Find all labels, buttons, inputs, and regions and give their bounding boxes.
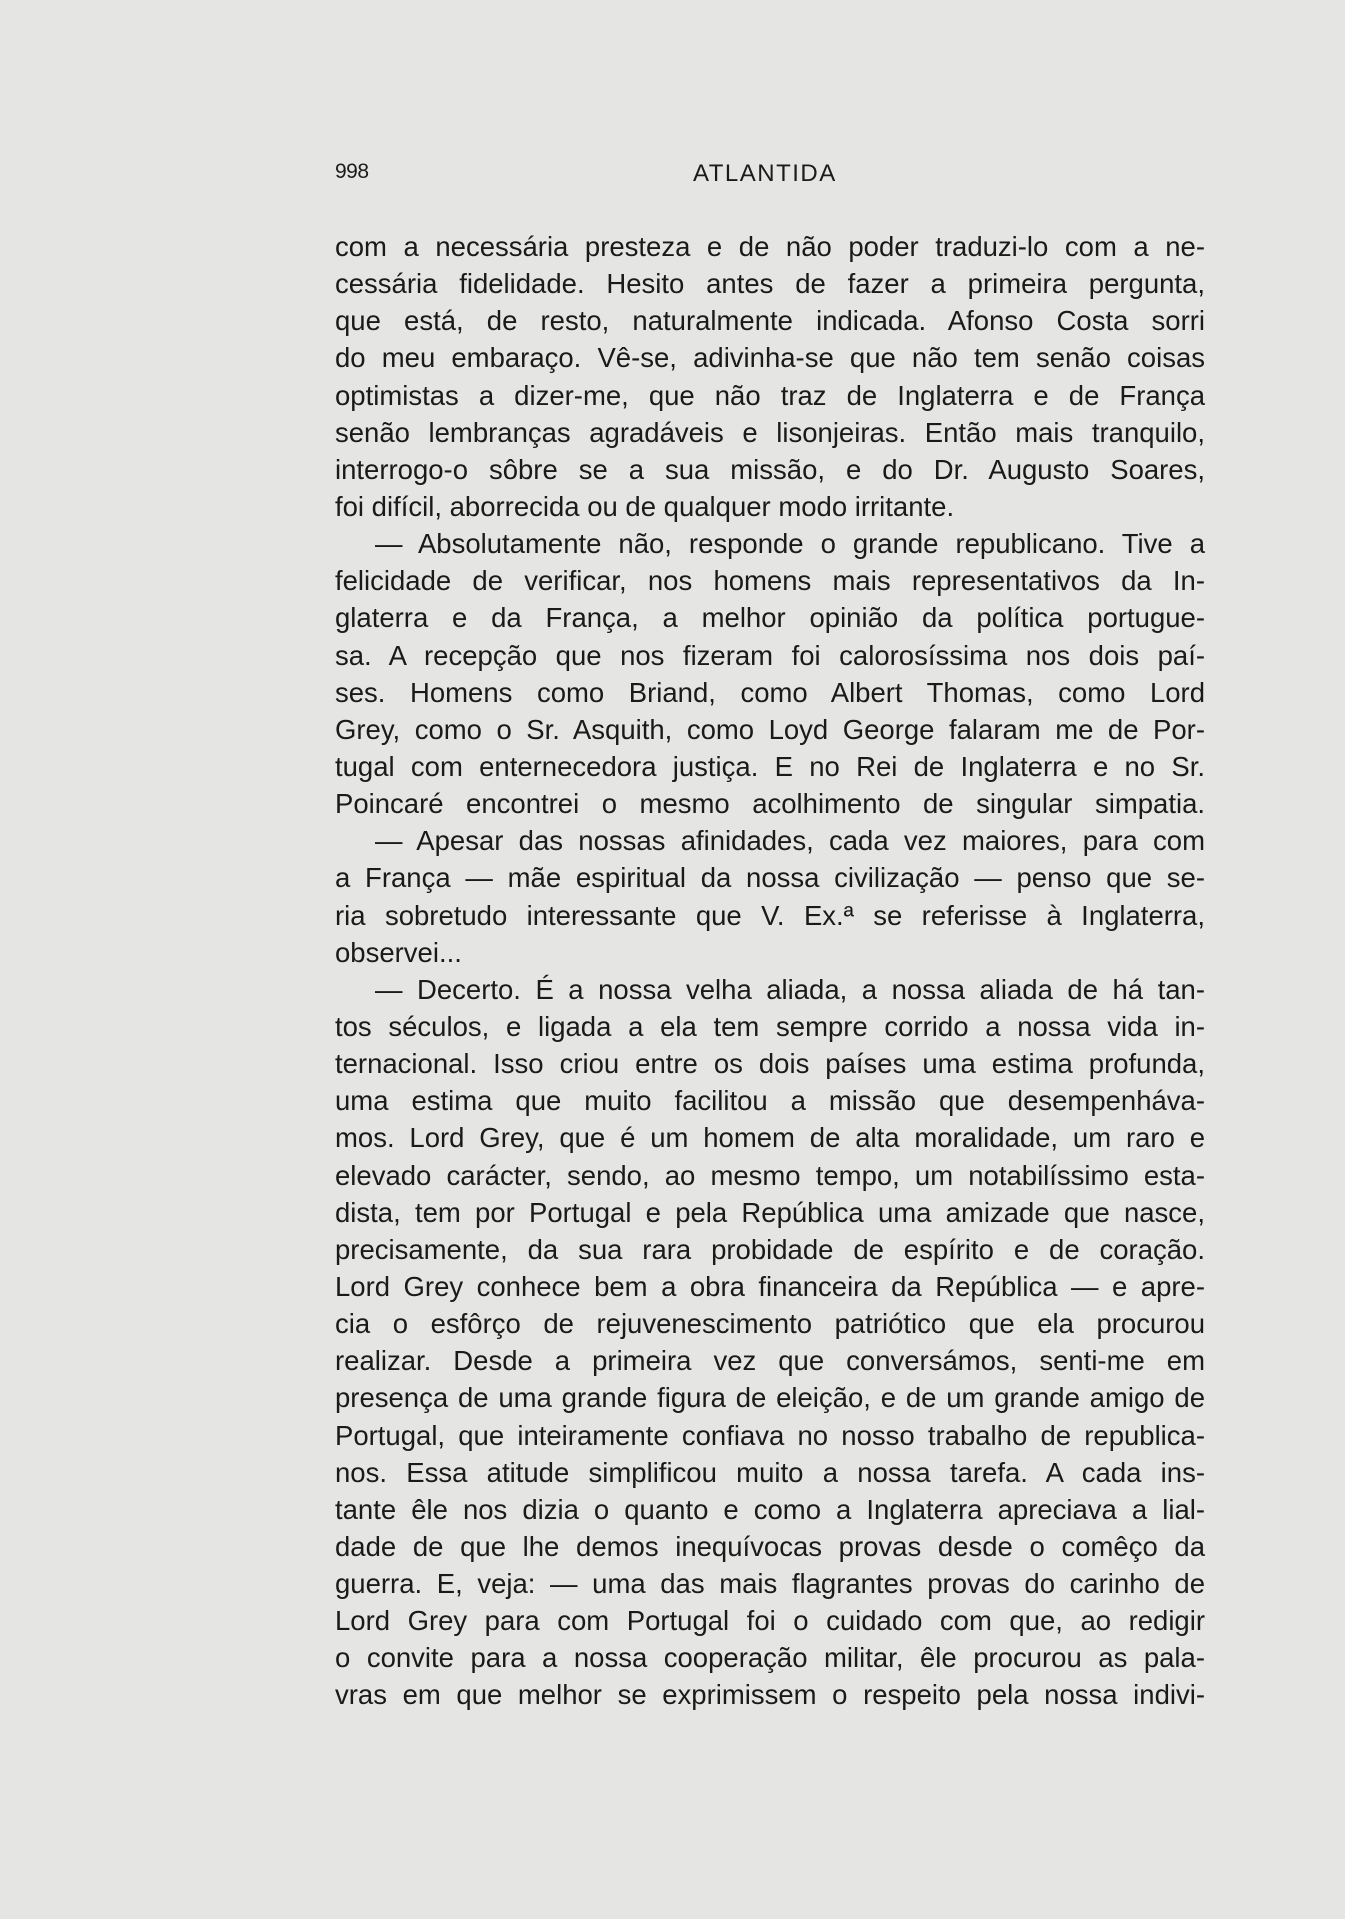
page-number: 998 bbox=[335, 160, 369, 183]
text-line: Portugal, que inteiramente confiava no nosso trabalho de republica- bbox=[335, 1419, 1205, 1451]
body-text bbox=[335, 228, 1205, 1714]
text-line: tos séculos, e ligada a ela tem sempre corrido a nossa vida in- bbox=[335, 1010, 1205, 1042]
text-line: cia o esfôrço de rejuvenescimento patriótico que ela procurou bbox=[335, 1308, 1205, 1340]
text-line: — Apesar das nossas afinidades, cada vez maiores, para com bbox=[375, 825, 1205, 857]
text-line: uma estima que muito facilitou a missão que desempenháva- bbox=[335, 1085, 1205, 1117]
text-line: ternacional. Isso criou entre os dois países uma estima profunda, bbox=[335, 1048, 1205, 1080]
text-line: que está, de resto, naturalmente indicada. Afonso Costa sorri bbox=[335, 305, 1205, 337]
text-line: Lord Grey para com Portugal foi o cuidado com que, ao redigir bbox=[335, 1605, 1205, 1637]
text-line: ses. Homens como Briand, como Albert Thomas, como Lord bbox=[335, 676, 1205, 708]
text-line: Poincaré encontrei o mesmo acolhimento de singular simpatia. bbox=[335, 788, 1205, 820]
text-line: — Decerto. É a nossa velha aliada, a nossa aliada de há tan- bbox=[375, 973, 1205, 1005]
text-line: mos. Lord Grey, que é um homem de alta moralidade, um raro e bbox=[335, 1122, 1205, 1154]
text-line: vras em que melhor se exprimissem o respeito pela nossa indivi- bbox=[335, 1679, 1205, 1711]
text-line: senão lembranças agradáveis e lisonjeiras. Então mais tranquilo, bbox=[335, 416, 1205, 448]
text-line: glaterra e da França, a melhor opinião da política portugue- bbox=[335, 602, 1205, 634]
text-line: com a necessária presteza e de não poder traduzi-lo com a ne- bbox=[335, 231, 1205, 262]
text-line: sa. A recepção que nos fizeram foi calorosíssima nos dois paí- bbox=[335, 639, 1205, 671]
text-line: ria sobretudo interessante que V. Ex.ª se referisse à Inglaterra, bbox=[335, 899, 1205, 931]
text-line: dade de que lhe demos inequívocas provas desde o comêço da bbox=[335, 1530, 1205, 1562]
text-line: felicidade de verificar, nos homens mais representativos da In- bbox=[335, 565, 1205, 597]
text-line: — Absolutamente não, responde o grande republicano. Tive a bbox=[375, 528, 1205, 560]
text-line: interrogo-o sôbre se a sua missão, e do Dr. Augusto Soares, bbox=[335, 453, 1205, 485]
text-line: do meu embaraço. Vê-se, adivinha-se que não tem senão coisas bbox=[335, 342, 1205, 374]
text-line: tugal com enternecedora justiça. E no Rei de Inglaterra e no Sr. bbox=[335, 750, 1205, 782]
text-line: realizar. Desde a primeira vez que conversámos, senti-me em bbox=[335, 1345, 1205, 1377]
text-line: guerra. E, veja: — uma das mais flagrantes provas do carinho de bbox=[335, 1568, 1205, 1600]
text-line: cessária fidelidade. Hesito antes de fazer a primeira pergunta, bbox=[335, 268, 1205, 300]
text-line: precisamente, da sua rara probidade de espírito e de coração. bbox=[335, 1233, 1205, 1265]
text-line: presença de uma grande figura de eleição, e de um grande amigo de bbox=[335, 1382, 1205, 1414]
text-line: observei... bbox=[335, 936, 462, 968]
text-line: dista, tem por Portugal e pela República uma amizade que nasce, bbox=[335, 1196, 1205, 1228]
text-line: optimistas a dizer-me, que não traz de Inglaterra e de França bbox=[335, 379, 1205, 411]
text-line: tante êle nos dizia o quanto e como a Inglaterra apreciava a lial- bbox=[335, 1493, 1205, 1525]
text-line: a França — mãe espiritual da nossa civilização — penso que se- bbox=[335, 862, 1205, 894]
text-line: o convite para a nossa cooperação militar, êle procurou as pala- bbox=[335, 1642, 1205, 1674]
running-title: ATLANTIDA bbox=[693, 160, 837, 187]
text-line: Lord Grey conhece bem a obra financeira da República — e apre- bbox=[335, 1270, 1205, 1302]
text-line: elevado carácter, sendo, ao mesmo tempo, um notabilíssimo esta- bbox=[335, 1159, 1205, 1191]
text-line: foi difícil, aborrecida ou de qualquer modo irritante. bbox=[335, 490, 955, 522]
text-line: Grey, como o Sr. Asquith, como Loyd George falaram me de Por- bbox=[335, 713, 1205, 745]
page-header bbox=[335, 160, 1205, 190]
text-line: nos. Essa atitude simplificou muito a nossa tarefa. A cada ins- bbox=[335, 1456, 1205, 1488]
